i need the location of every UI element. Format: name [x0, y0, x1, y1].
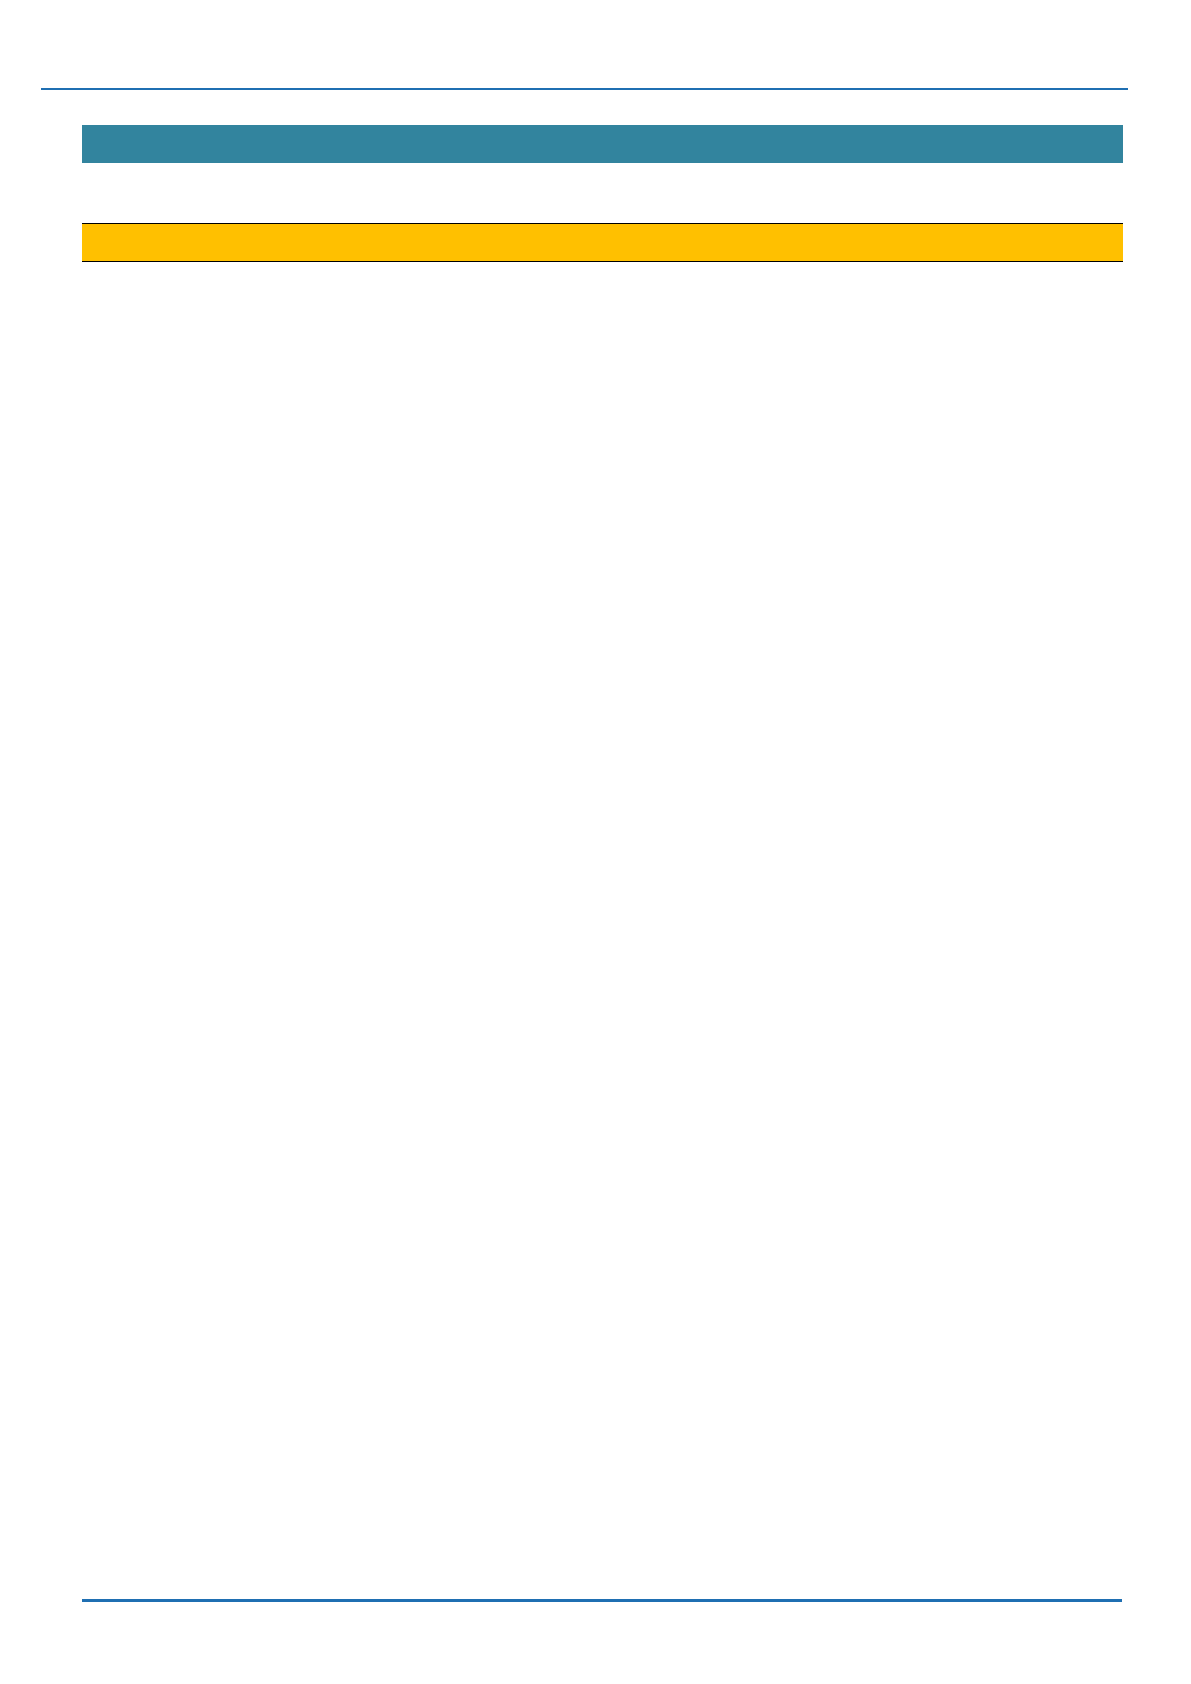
footer-rule [82, 1599, 1122, 1602]
